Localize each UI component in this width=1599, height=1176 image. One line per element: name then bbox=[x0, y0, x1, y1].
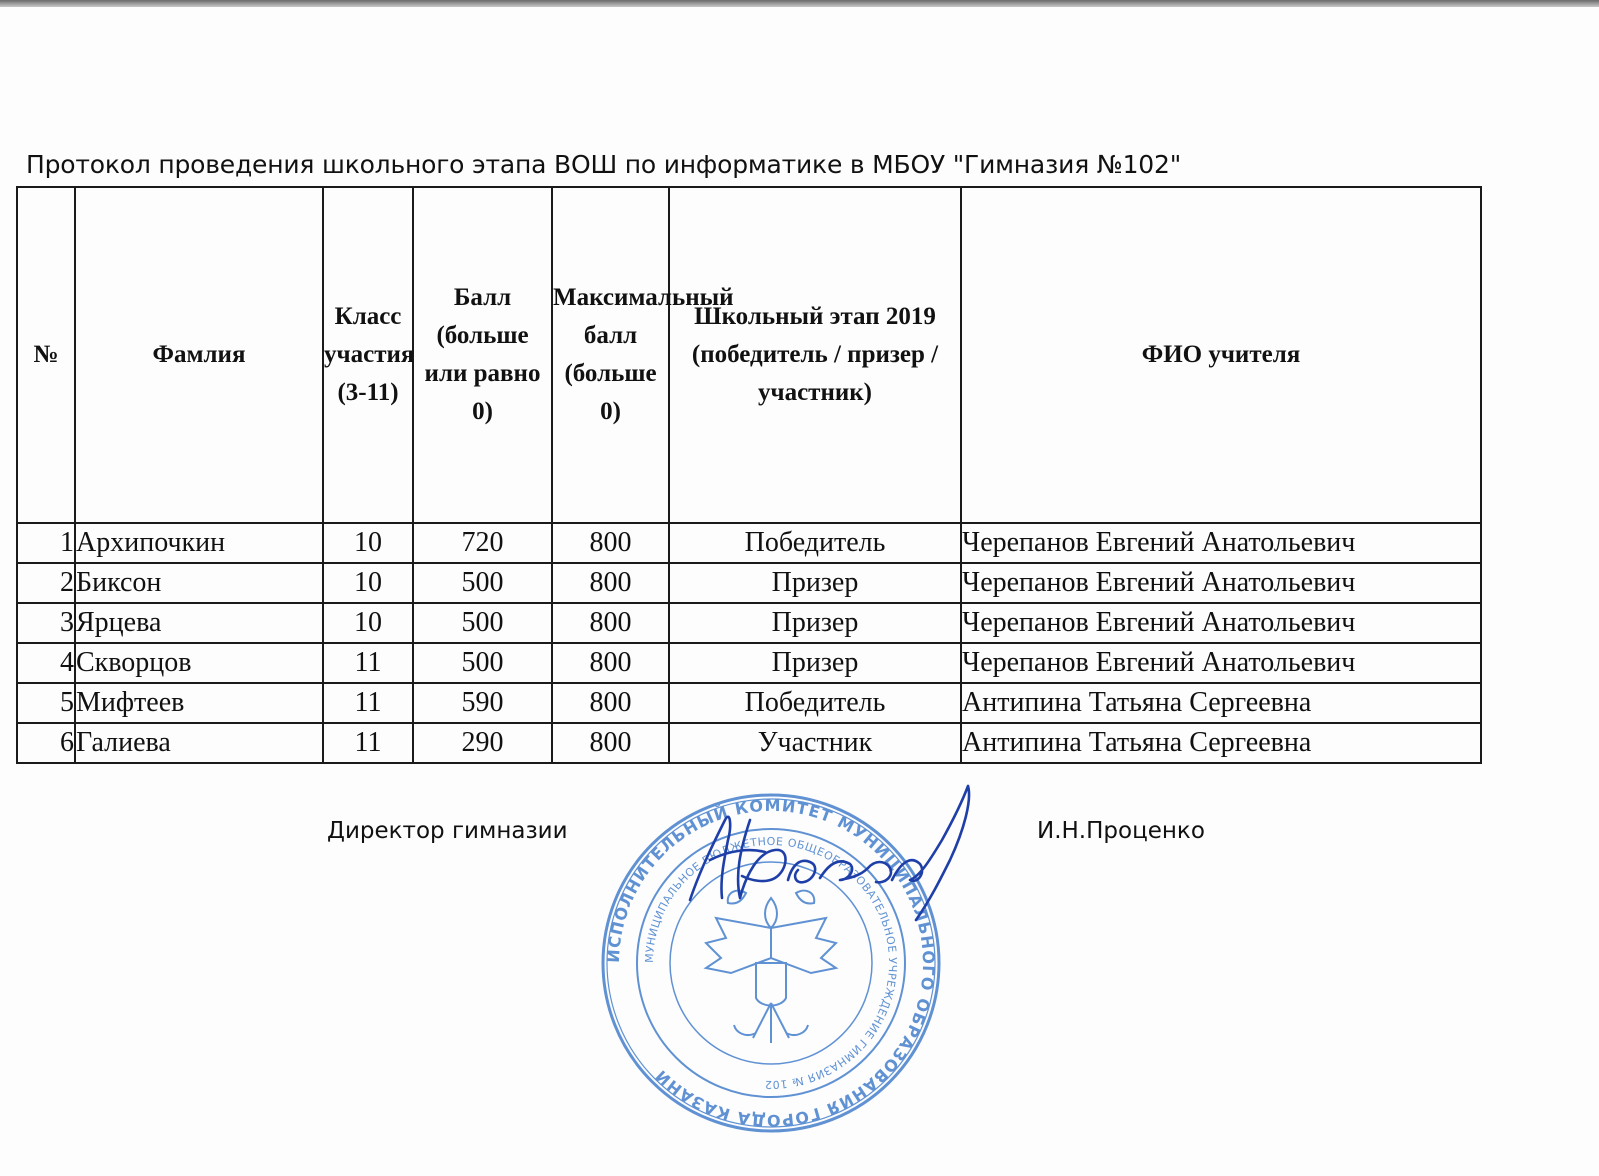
cell-grade: 10 bbox=[323, 523, 413, 563]
cell-name: Архипочкин bbox=[75, 523, 323, 563]
cell-teacher: Черепанов Евгений Анатольевич bbox=[961, 643, 1481, 683]
cell-score: 500 bbox=[413, 603, 552, 643]
header-score: Балл (больше или равно 0) bbox=[413, 187, 552, 523]
table-row bbox=[17, 603, 1481, 643]
cell-max: 800 bbox=[552, 683, 669, 723]
header-teacher: ФИО учителя bbox=[961, 187, 1481, 523]
cell-teacher: Антипина Татьяна Сергеевна bbox=[961, 723, 1481, 763]
cell-num: 3 bbox=[17, 603, 75, 643]
cell-status: Победитель bbox=[669, 683, 961, 723]
cell-name: Ярцева bbox=[75, 603, 323, 643]
results-table bbox=[16, 186, 1482, 764]
cell-num: 4 bbox=[17, 643, 75, 683]
cell-teacher: Черепанов Евгений Анатольевич bbox=[961, 523, 1481, 563]
cell-status: Участник bbox=[669, 723, 961, 763]
cell-status: Призер bbox=[669, 643, 961, 683]
cell-status: Призер bbox=[669, 603, 961, 643]
header-status: Школьный этап 2019 (победитель / призер / участник) bbox=[669, 187, 961, 523]
header-num: № bbox=[17, 187, 75, 523]
header-name: Фамлия bbox=[75, 187, 323, 523]
scan-edge bbox=[0, 0, 1599, 7]
cell-score: 500 bbox=[413, 643, 552, 683]
header-max: Максимальный балл (больше 0) bbox=[552, 187, 669, 523]
cell-grade: 10 bbox=[323, 563, 413, 603]
cell-max: 800 bbox=[552, 523, 669, 563]
cell-num: 6 bbox=[17, 723, 75, 763]
cell-status: Победитель bbox=[669, 523, 961, 563]
stamp-outer-text: ИСПОЛНИТЕЛЬНЫЙ КОМИТЕТ МУНИЦИПАЛЬНОГО ОБРАЗОВАНИЯ ГОРОДА КАЗАНИ bbox=[603, 795, 939, 1131]
director-signature bbox=[680, 780, 980, 940]
cell-num: 1 bbox=[17, 523, 75, 563]
cell-max: 800 bbox=[552, 563, 669, 603]
cell-grade: 11 bbox=[323, 643, 413, 683]
stamp-inner-text: МУНИЦИПАЛЬНОЕ БЮДЖЕТНОЕ ОБЩЕОБРАЗОВАТЕЛЬНОЕ УЧРЕЖДЕНИЕ ГИМНАЗИЯ № 102 bbox=[642, 834, 900, 1092]
table-row bbox=[17, 563, 1481, 603]
table-row bbox=[17, 523, 1481, 563]
document-title: Протокол проведения школьного этапа ВОШ по информатике в МБОУ "Гимназия №102" bbox=[26, 150, 1181, 179]
header-grade: Класс участия (3-11) bbox=[323, 187, 413, 523]
cell-max: 800 bbox=[552, 723, 669, 763]
cell-teacher: Черепанов Евгений Анатольевич bbox=[961, 563, 1481, 603]
cell-num: 5 bbox=[17, 683, 75, 723]
table-header-row bbox=[17, 187, 1481, 523]
cell-teacher: Черепанов Евгений Анатольевич bbox=[961, 603, 1481, 643]
cell-score: 720 bbox=[413, 523, 552, 563]
table-row bbox=[17, 723, 1481, 763]
cell-grade: 10 bbox=[323, 603, 413, 643]
cell-score: 290 bbox=[413, 723, 552, 763]
director-name: И.Н.Проценко bbox=[1037, 818, 1205, 844]
cell-grade: 11 bbox=[323, 723, 413, 763]
cell-status: Призер bbox=[669, 563, 961, 603]
cell-grade: 11 bbox=[323, 683, 413, 723]
cell-max: 800 bbox=[552, 643, 669, 683]
cell-max: 800 bbox=[552, 603, 669, 643]
director-title: Директор гимназии bbox=[327, 818, 568, 844]
cell-name: Галиева bbox=[75, 723, 323, 763]
cell-score: 590 bbox=[413, 683, 552, 723]
cell-num: 2 bbox=[17, 563, 75, 603]
cell-name: Скворцов bbox=[75, 643, 323, 683]
table-row bbox=[17, 643, 1481, 683]
table-row bbox=[17, 683, 1481, 723]
cell-name: Биксон bbox=[75, 563, 323, 603]
cell-teacher: Антипина Татьяна Сергеевна bbox=[961, 683, 1481, 723]
cell-score: 500 bbox=[413, 563, 552, 603]
cell-name: Мифтеев bbox=[75, 683, 323, 723]
